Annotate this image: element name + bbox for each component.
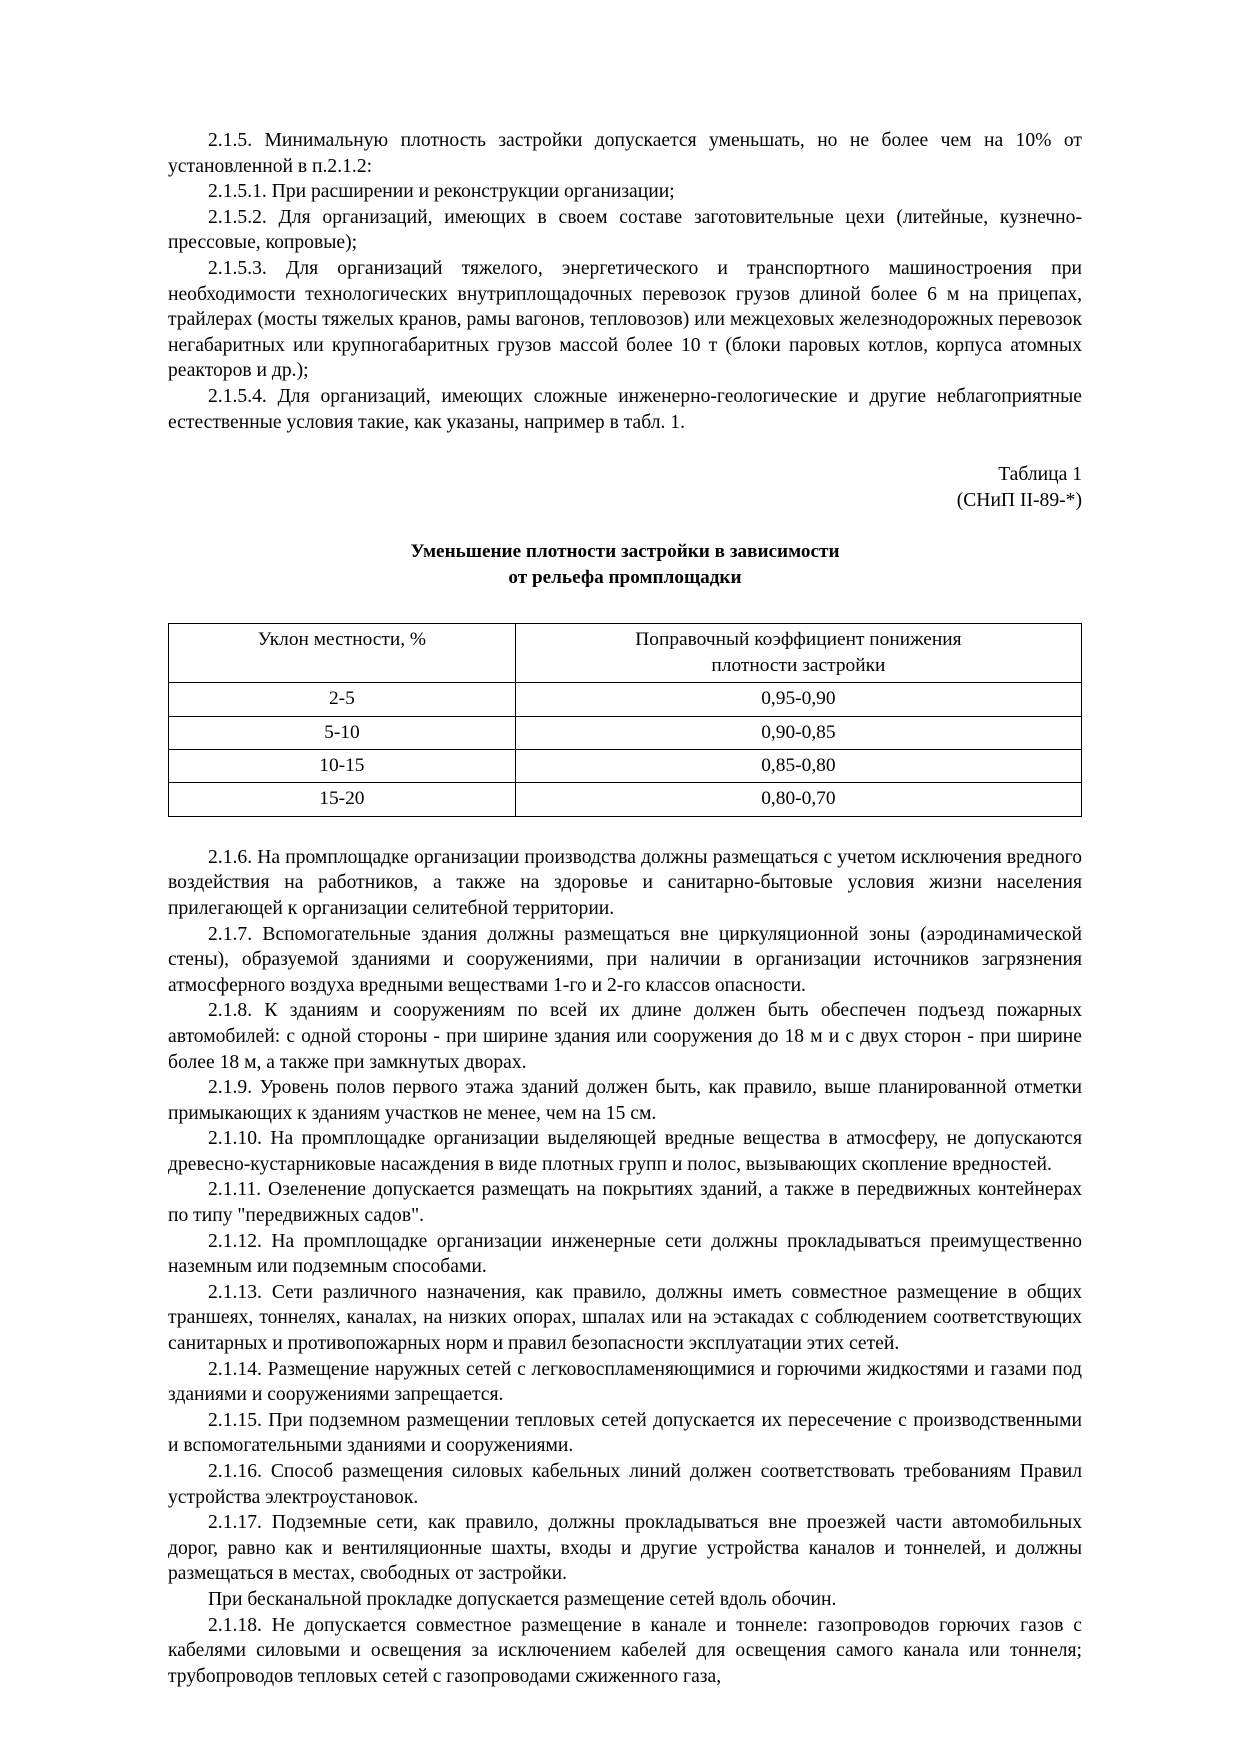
paragraph-2-1-5: 2.1.5. Минимальную плотность застройки допускается уменьшать, но не более чем на 10% от установленной в п.2.1.2: bbox=[168, 130, 1082, 177]
paragraph-2-1-6: 2.1.6. На промплощадке организации производства должны размещаться с учетом исключения вредного воздействия на работников, а также на здоровье и санитарно-бытовые условия жизни населения прилегающей к организации селитебной территории. bbox=[168, 846, 1082, 919]
table-row bbox=[169, 683, 1082, 716]
table-row bbox=[169, 716, 1082, 749]
density-reduction-table bbox=[168, 623, 1082, 816]
paragraph-2-1-13: 2.1.13. Сети различного назначения, как правило, должны иметь совместное размещение в общих траншеях, тоннелях, каналах, на низких опорах, шпалах или на эстакадах с соблюдением соответствующих санитарных и противопожарных норм и правил безопасности эксплуатации этих сетей. bbox=[168, 1281, 1082, 1355]
paragraph-2-1-17: 2.1.17. Подземные сети, как правило, должны прокладываться вне проезжей части автомобильных дорог, равно как и вентиляционные шахты, входы и другие устройства каналов и тоннелей, и должны размещаться в местах, свободных от застройки. bbox=[168, 1512, 1082, 1585]
paragraph-2-1-10: 2.1.10. На промплощадке организации выделяющей вредные вещества в атмосферу, не допускаются древесно-кустарниковые насаждения в виде плотных групп и полос, вызывающих скопление вредностей. bbox=[168, 1128, 1082, 1175]
cell-coefficient: 0,85-0,80 bbox=[515, 749, 1081, 782]
paragraph-2-1-11: 2.1.11. Озеленение допускается размещать на покрытиях зданий, а также в передвижных контейнерах по типу "передвижных садов". bbox=[168, 1179, 1082, 1227]
table-title-line-2: от рельефа промплощадки bbox=[508, 566, 742, 588]
paragraph-2-1-15: 2.1.15. При подземном размещении тепловых сетей допускается их пересечение с производственными и вспомогательными зданиями и сооружениями. bbox=[168, 1409, 1082, 1457]
cell-coefficient: 0,90-0,85 bbox=[515, 716, 1081, 749]
header-coefficient-line-2: плотности застройки bbox=[711, 654, 886, 676]
cell-slope: 10-15 bbox=[169, 749, 516, 782]
paragraph-2-1-16: 2.1.16. Способ размещения силовых кабельных линий должен соответствовать требованиям Правил устройства электроустановок. bbox=[168, 1461, 1082, 1508]
table-row bbox=[169, 783, 1082, 816]
paragraph-unchanneled-laying: При бесканальной прокладке допускается размещение сетей вдоль обочин. bbox=[208, 1588, 837, 1610]
paragraph-2-1-5-1: 2.1.5.1. При расширении и реконструкции организации; bbox=[208, 181, 675, 203]
table-title-line-1: Уменьшение плотности застройки в зависимости bbox=[410, 541, 840, 563]
header-cell-coefficient bbox=[515, 624, 1081, 683]
table-title bbox=[168, 539, 1082, 590]
header-cell-slope: Уклон местности, % bbox=[169, 624, 516, 683]
cell-slope: 15-20 bbox=[169, 783, 516, 816]
cell-slope: 2-5 bbox=[169, 683, 516, 716]
paragraph-2-1-9: 2.1.9. Уровень полов первого этажа зданий должен быть, как правило, выше планированной отметки примыкающих к зданиям участков не менее, чем на 15 см. bbox=[168, 1077, 1082, 1124]
cell-coefficient: 0,95-0,90 bbox=[515, 683, 1081, 716]
table-row bbox=[169, 749, 1082, 782]
table-number-label: Таблица 1 bbox=[998, 464, 1082, 486]
paragraph-2-1-14: 2.1.14. Размещение наружных сетей с легковоспламеняющимися и горючими жидкостями и газами под зданиями и сооружениями запрещается. bbox=[168, 1358, 1082, 1406]
cell-slope: 5-10 bbox=[169, 716, 516, 749]
table-caption bbox=[168, 462, 1082, 513]
paragraph-2-1-5-4: 2.1.5.4. Для организаций, имеющих сложные инженерно-геологические и другие неблагоприятные естественные условия такие, как указаны, например в табл. 1. bbox=[168, 385, 1082, 433]
paragraphs-after-table bbox=[168, 845, 1082, 1690]
document-body bbox=[168, 128, 1082, 1689]
table-header-row bbox=[169, 624, 1082, 683]
paragraph-2-1-8: 2.1.8. К зданиям и сооружениям по всей их длине должен быть обеспечен подъезд пожарных автомобилей: с одной стороны - при ширине здания или сооружения до 18 м и с двух сторон - при ширине более 18 м, а также при замкнутых дворах. bbox=[168, 1000, 1082, 1073]
paragraph-2-1-5-2: 2.1.5.2. Для организаций, имеющих в своем составе заготовительные цехи (литейные, кузнечно-прессовые, копровые); bbox=[168, 206, 1082, 254]
paragraph-2-1-7: 2.1.7. Вспомогательные здания должны размещаться вне циркуляционной зоны (аэродинамической стены), образуемой зданиями и сооружениями, при наличии в организации источников загрязнения атмосферного воздуха вредными веществами 1-го и 2-го классов опасности. bbox=[168, 923, 1082, 996]
paragraph-2-1-18: 2.1.18. Не допускается совместное размещение в канале и тоннеле: газопроводов горючих газов с кабелями силовыми и освещения за исключением кабелей для освещения самого канала или тоннеля; трубопроводов тепловых сетей с газопроводами сжиженного газа, bbox=[168, 1614, 1082, 1687]
table-source-label: (СНиП II-89-*) bbox=[956, 489, 1082, 511]
paragraph-2-1-5-3: 2.1.5.3. Для организаций тяжелого, энергетического и транспортного машиностроения при необходимости технологических внутриплощадочных перевозок грузов длиной более 6 м на прицепах, трайлерах (мосты тяжелых кранов, рамы вагонов, тепловозов) или межцеховых железнодорожных перевозок негабаритных или крупногабаритных грузов массой более 10 т (блоки паровых котлов, корпуса атомных реакторов и др.); bbox=[168, 257, 1082, 382]
paragraph-2-1-12: 2.1.12. На промплощадке организации инженерные сети должны прокладываться преимущественно наземным или подземным способами. bbox=[168, 1230, 1082, 1278]
cell-coefficient: 0,80-0,70 bbox=[515, 783, 1081, 816]
header-coefficient-line-1: Поправочный коэффициент понижения bbox=[635, 629, 962, 651]
